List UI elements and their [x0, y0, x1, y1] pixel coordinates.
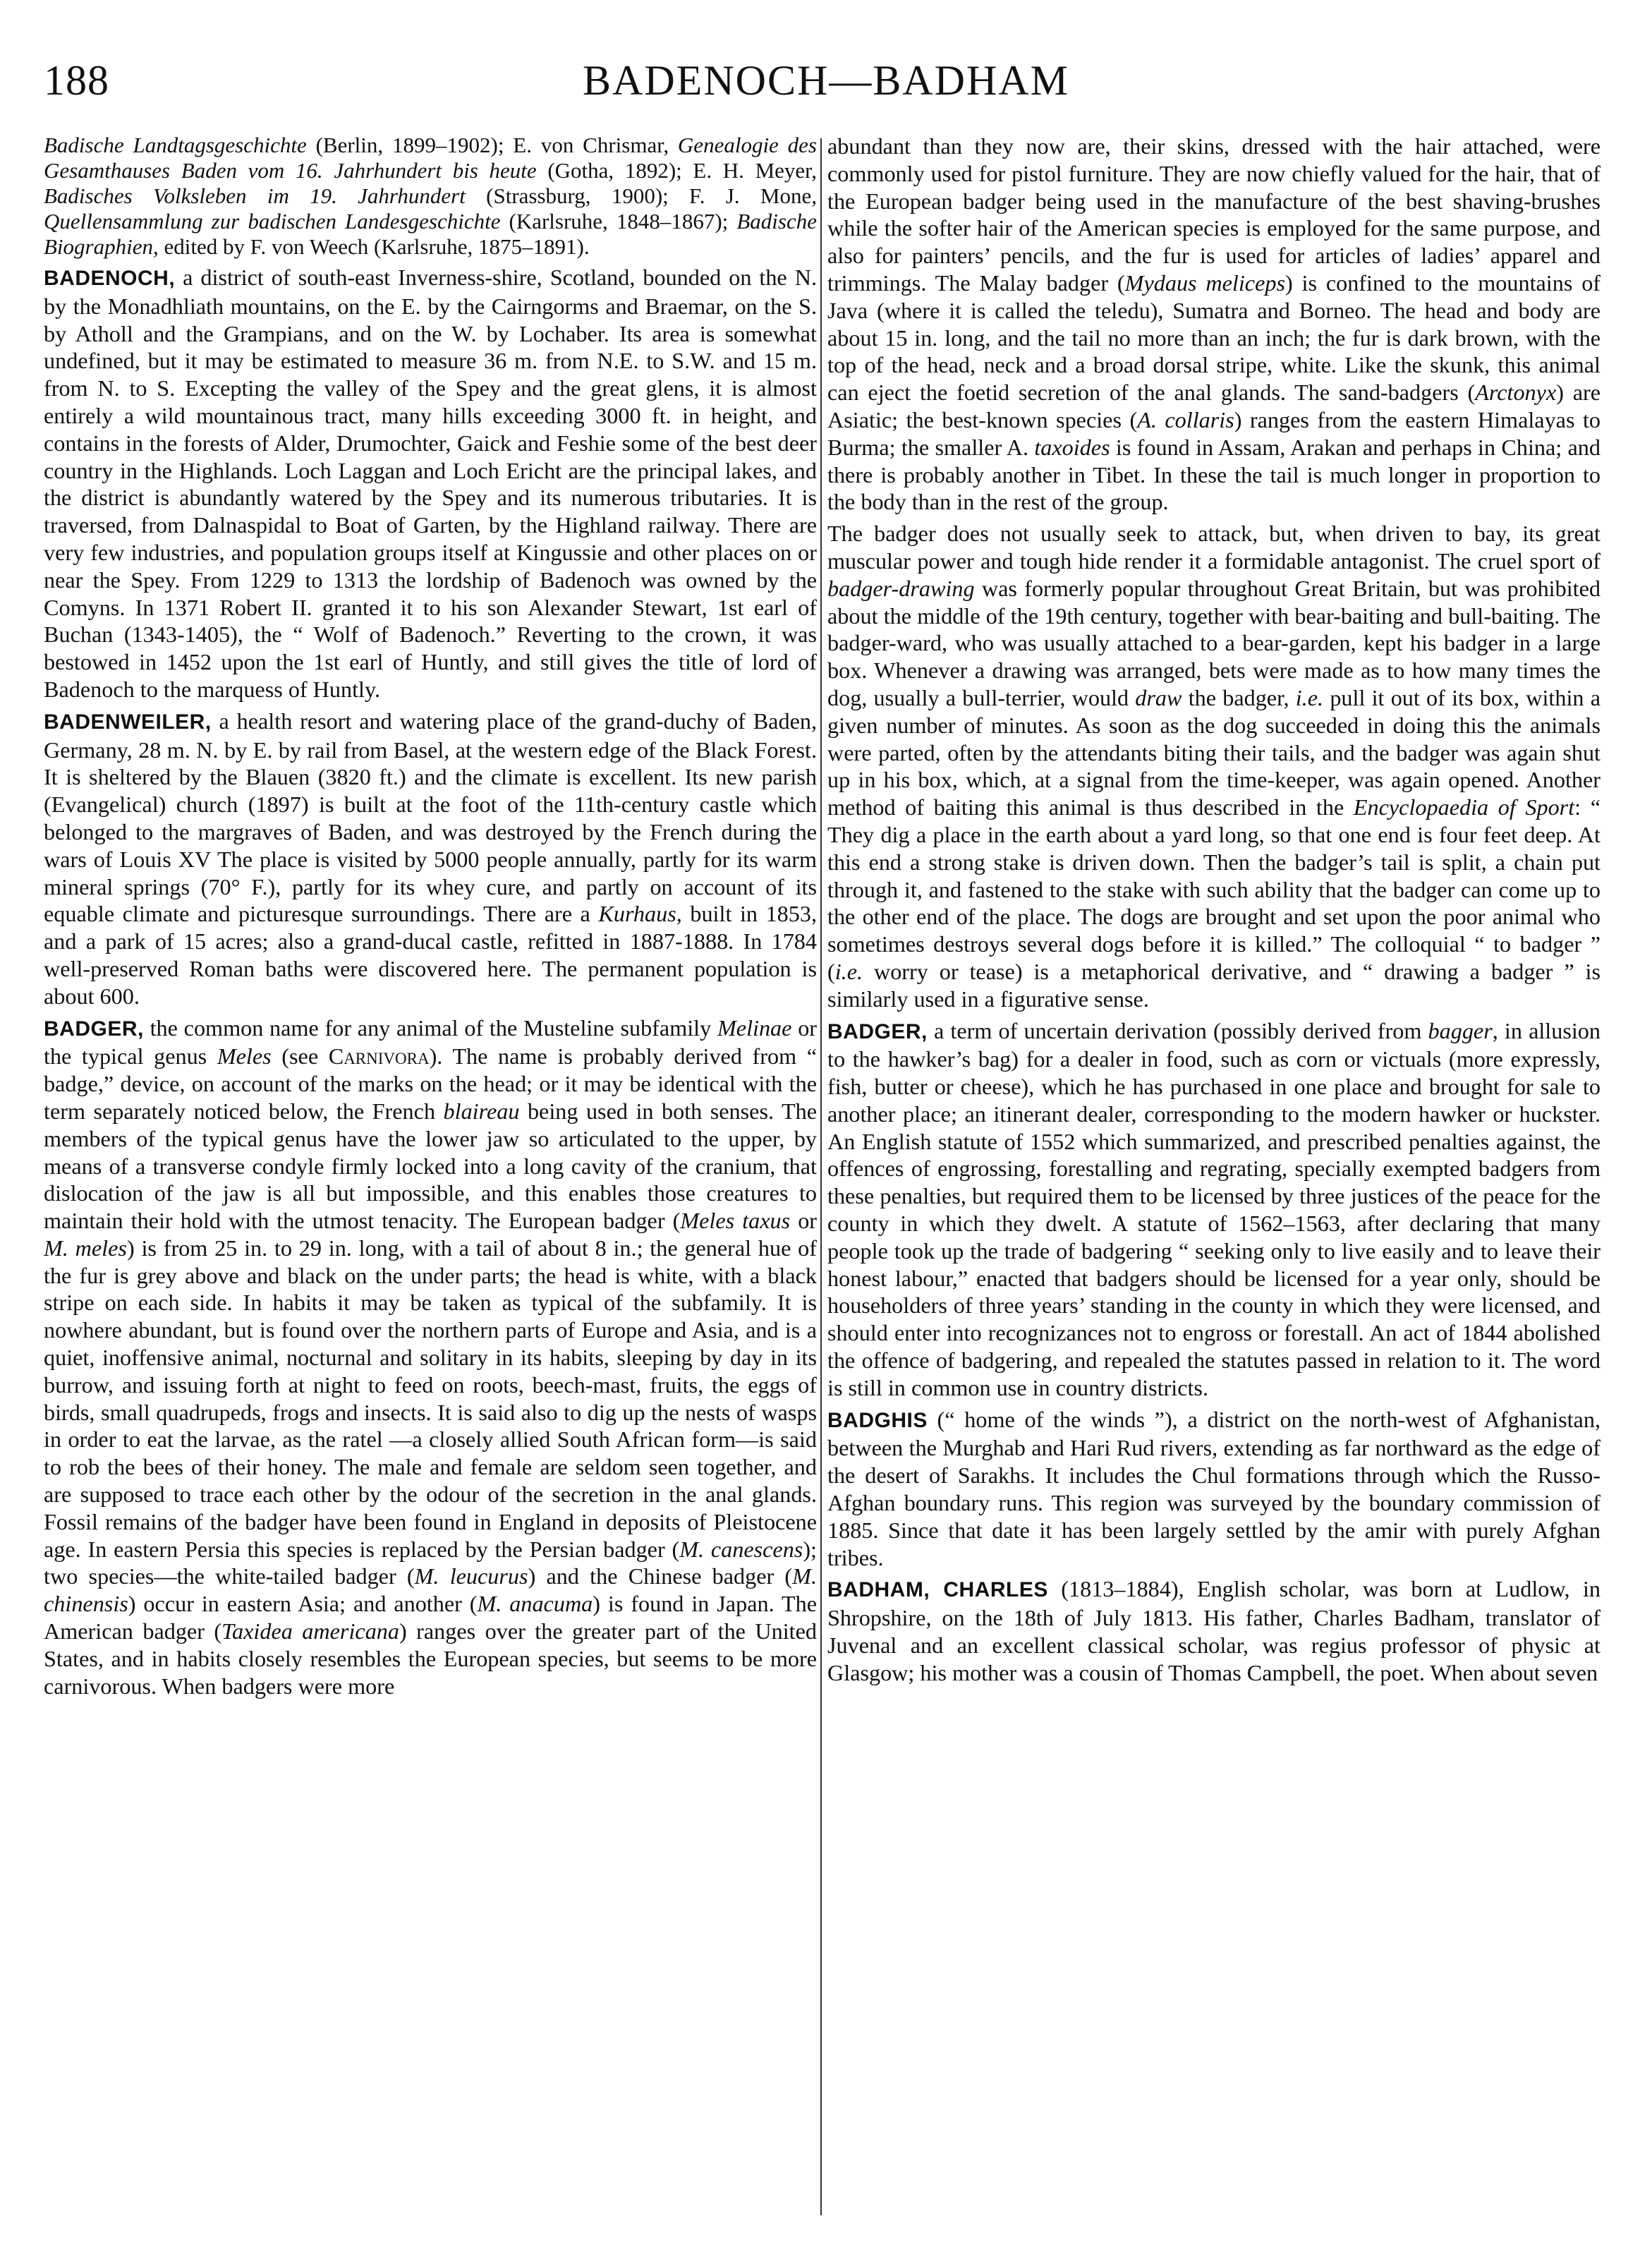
entry-badenweiler-text-1: a health resort and watering place of the grand-duchy of Baden, Germany, 28 m. N. by E. by rail from Basel, at the western edge of the Black Forest. It is sheltered by the Blauen (3820 ft.) and the climate is excellent. Its new parish (Evangelical) church (1897) is built at the foot of the 11th-century castle which belonged to the margraves of Baden, and was destroyed by the French during the wars of Louis XV The place is visited by 5000 people annually, partly for its warm mineral springs (70° F.), partly for its whey cure, and partly on account of its equable climate and picturesque surroundings. There are a [44, 708, 817, 927]
badger-cont-italic-4: taxoides [1034, 434, 1110, 460]
left-column [44, 133, 817, 2226]
badger-dealer-italic-1: bagger [1428, 1017, 1493, 1043]
bib-title-3: Badisches Volksleben im 19. Jahrhundert [44, 183, 466, 208]
baiting-text-4: pull it out of its box, within a given number of minutes. As soon as the dog succeeded in doing this the animals were parted, often by the attendants biting their tails, and the badger was again shut up in his box, which, at a signal from the time-keeper, was again opened. Another method of baiting this animal is thus described in the [827, 684, 1601, 820]
baiting-italic-1: badger-drawing [827, 575, 975, 601]
badger-italic-2: Meles [217, 1043, 272, 1070]
running-head-title: BADENOCH—BADHAM [582, 57, 1070, 104]
baiting-text-2: was formerly popular throughout Great Britain, but was prohibited about the middle of the 19th century, together with bear-baiting and bull-baiting. The badger-ward, who was usually attached to a bear-garden, kept his badger in a large box. Whenever a drawing was arranged, bets were made as to how many times the dog, usually a bull-terrier, would [827, 575, 1601, 710]
badger-text-2: or the typical genus [44, 1014, 817, 1070]
entry-badenoch [44, 264, 817, 703]
badger-italic-6: M. canescens [679, 1536, 803, 1562]
badger-dealer-text-2: , in allusion to the hawker’s bag) for a dealer in food, such as corn or victuals (more expressly, fish, butter or cheese), which he has purchased in one place and brought for sale to another place; an itinerant dealer, corresponding to the modern hawker or huckster. An English statute of 1552 which summarized, and prescribed penalties against, the offences of engrossing, forestalling and regrating, specially exempted badgers from these penalties, but required them to be licensed by three justices of the peace for the county in which they dwelt. A statute of 1562–1563, after declaring that many people took up the trade of badgering “ seeking only to live easily and to leave their honest labour,” enacted that badgers should be licensed for a year only, should be householders of three years’ standing in the county in which they were licensed, and should enter into recognizances not to engross or forestall. An act of 1844 abolished the offence of badgering, and repealed the statutes passed in relation to it. The word is still in common use in country districts. [827, 1017, 1601, 1400]
entry-badenweiler [44, 708, 817, 1010]
baiting-italic-4: Encyclopaedia of Sport [1353, 794, 1575, 820]
badger-text-4: ). The name is probably derived from “ badge,” device, on account of the marks on the head; or it may be identical with the term separately noticed below, the French [44, 1043, 817, 1124]
badger-text-5: being used in both senses. The members of the typical genus have the lower jaw so articulated to the upper, by means of a transverse condyle firmly locked into a long cavity of the cranium, that dislocation of the jaw is all but impossible, and this enables those creatures to maintain their hold with the utmost tenacity. The European badger ( [44, 1098, 817, 1234]
bibliography-continuation [44, 133, 817, 260]
badger-text-1: the common name for any animal of the Musteline subfamily [143, 1014, 717, 1041]
badger-italic-5: M. meles [44, 1235, 127, 1261]
badger-italic-9: M. anacuma [477, 1591, 593, 1617]
badger-continuation [827, 133, 1601, 516]
badger-cont-text-5: is found in Assam, Arakan and perhaps in China; and there is probably another in Tibet. In these the tail is much longer in proportion to the body than in the rest of the group. [827, 434, 1601, 515]
entry-badghis [827, 1406, 1601, 1572]
badger-cont-italic-3: A. collaris [1137, 406, 1234, 432]
entry-badham [827, 1575, 1601, 1686]
badger-cont-text-2: ) is confined to the mountains of Java (where it is called the teledu), Sumatra and Borneo. The head and body are about 15 in. long, and the tail no more than an inch; the fur is dark brown, with the top of the head, neck and a broad dorsal stripe, white. Like the skunk, this animal can eject the foetid secretion of the anal glands. The sand-badgers ( [827, 269, 1601, 406]
badger-baiting-paragraph [827, 520, 1601, 1012]
entry-badenoch-text: a district of south-east Inverness-shire, Scotland, bounded on the N. by the Monadhliath mountains, on the E. by the Cairngorms and Braemar, on the S. by Atholl and the Grampians, and on the W. by Lochaber. Its area is somewhat undefined, but it may be estimated to measure 36 m. from N.E. to S.W. and 15 m. from N. to S. Excepting the valley of the Spey and the great glens, it is almost entirely a wild mountainous tract, many hills exceeding 3000 ft. in height, and contains in the forests of Alder, Drumochter, Gaick and Feshie some of the best deer country in the Highlands. Loch Laggan and Loch Ericht are the principal lakes, and the district is abundantly watered by the Spey and its numerous tributaries. It is traversed, from Dalnaspidal to Boat of Garten, by the Highland railway. There are very few industries, and population groups itself at Kingussie and other places on or near the Spey. From 1229 to 1313 the lordship of Badenoch was owned by the Comyns. In 1371 Robert II. granted it to his son Alexander Stewart, 1st earl of Buchan (1343-1405), the “ Wolf of Badenoch.” Reverting to the crown, it was bestowed in 1452 upon the 1st earl of Huntly, and still gives the title of lord of Badenoch to the marquess of Huntly. [44, 265, 817, 702]
badger-italic-3: blaireau [443, 1098, 520, 1124]
headword-badenoch: BADENOCH, [44, 267, 176, 290]
entry-badenweiler-text-2: built in 1853, and a park of 15 acres; also a grand-ducal castle, refitted in 1887-1888. In 1784 well-preserved Roman baths were discovered here. The permanent population is about 600. [44, 901, 817, 1009]
headword-badghis: BADGHIS [827, 1408, 928, 1432]
badger-text-12: ) ranges over the greater part of the United States, and in habits closely resembles the European species, but seems to be more carnivorous. When badgers were more [44, 1618, 817, 1699]
bib-title-2: Genealogie des Gesamthauses Baden vom 16. Jahrhundert bis heute [44, 133, 817, 183]
entry-badghis-text: (“ home of the winds ”), a district on the north-west of Afghanistan, between the Murghab and Hari Rud rivers, extending as far northward as the edge of the desert of Sarakhs. It includes the Chul formations through which the Russo-Afghan boundary runs. This region was surveyed by the boundary commission of 1885. Since that date it has been largely settled by the amir with purely Afghan tribes. [827, 1406, 1601, 1570]
badger-text-6: or [790, 1208, 817, 1234]
baiting-italic-2: draw [1135, 684, 1182, 710]
bib-title-1: Badische Landtagsgeschichte [44, 133, 307, 157]
headword-badham: BADHAM, CHARLES [827, 1578, 1048, 1602]
headword-badger-dealer: BADGER, [827, 1019, 928, 1043]
entry-badger-dealer [827, 1017, 1601, 1402]
badger-italic-4: Meles taxus [680, 1208, 791, 1234]
bib-text-4: (Karlsruhe, 1848–1867); [500, 209, 737, 234]
badger-crossref-carnivora: Carnivora [328, 1043, 430, 1070]
bib-text-5: edited by F. von Weech (Karlsruhe, 1875–1891). [158, 234, 590, 259]
badger-text-7: ) is from 25 in. to 29 in. long, with a tail of about 8 in.; the general hue of the fur is grey above and black on the under parts; the head is white, with a black stripe on each side. In habits it may be taken as typical of the subfamily. It is nowhere abundant, but is found over the northern parts of Europe and Asia, and is a quiet, inoffensive animal, nocturnal and solitary in its habits, sleeping by day in its burrow, and issuing forth at night to feed on roots, beech-mast, fruits, the eggs of birds, small quadrupeds, frogs and insects. It is said also to dig up the nests of wasps in order to eat the larvae, as the ratel —a closely allied South African form—is said to rob the bees of their honey. The male and female are seldom seen together, and are supposed to trace each other by the odour of the secretion in the anal glands. Fossil remains of the badger have been found in England in deposits of Pleistocene age. In eastern Persia this species is replaced by the Persian badger ( [44, 1235, 817, 1562]
badger-cont-text-1: abundant than they now are, their skins, dressed with the hair attached, were commonly used for pistol furniture. They are now chiefly valued for the hair, that of the European badger being used in the manufacture of the best shaving-brushes while the softer hair of the American species is employed for the same purpose, and also for painters’ pencils, and the fur is used for articles of ladies’ apparel and trimmings. The Malay badger ( [827, 133, 1601, 296]
entry-badger [44, 1014, 817, 1700]
bib-text-2: (Gotha, 1892); E. H. Meyer, [536, 158, 817, 183]
badger-text-8: ); two species—the white-tailed badger ( [44, 1536, 817, 1589]
badger-cont-italic-2: Arctonyx [1475, 380, 1557, 406]
badger-italic-8: M. chinensis [44, 1563, 817, 1617]
entry-badenweiler-italic-1: Kurhaus, [598, 901, 682, 927]
headword-badger: BADGER, [44, 1017, 144, 1041]
badger-cont-italic-1: Mydaus meliceps [1124, 269, 1285, 296]
badger-text-10: ) occur in eastern Asia; and another ( [128, 1591, 478, 1617]
bib-text-1: (Berlin, 1899–1902); E. von Chrismar, [306, 133, 678, 157]
baiting-italic-5: i.e. [834, 958, 863, 984]
badger-cont-text-3: ) are Asiatic; the best-known species ( [827, 380, 1601, 432]
baiting-italic-3: i.e. [1295, 684, 1324, 710]
badger-italic-1: Melinae [717, 1014, 792, 1041]
badger-italic-10: Taxidea americana [221, 1618, 399, 1644]
baiting-text-6: worry or tease) is a metaphorical derivative, and “ drawing a badger ” is similarly used in a figurative sense. [827, 958, 1601, 1012]
badger-text-9: ) and the Chinese badger ( [528, 1563, 793, 1589]
bib-title-4: Quellensammlung zur badischen Landesgeschichte [44, 209, 501, 234]
entry-badham-text: (1813–1884), English scholar, was born at Ludlow, in Shropshire, on the 18th of July 1813. His father, Charles Badham, translator of Juvenal and an excellent classical scholar, was regius professor of physic at Glasgow; his mother was a cousin of Thomas Campbell, the poet. When about seven [827, 1576, 1601, 1685]
baiting-text-3: the badger, [1182, 684, 1296, 710]
baiting-text-1: The badger does not usually seek to attack, but, when driven to bay, its great muscular power and tough hide render it a formidable antagonist. The cruel sport of [827, 521, 1601, 574]
right-column [827, 133, 1601, 2226]
bib-text-3: (Strassburg, 1900); F. J. Mone, [465, 183, 817, 208]
bib-title-5: Badische Biographien, [44, 209, 817, 259]
page-number: 188 [44, 57, 109, 104]
column-divider [820, 138, 822, 2215]
badger-cont-text-4: ) ranges from the eastern Himalayas to Burma; the smaller A. [827, 406, 1601, 460]
headword-badenweiler: BADENWEILER, [44, 710, 212, 734]
badger-italic-7: M. leucurus [414, 1563, 528, 1589]
badger-text-3: (see [271, 1043, 329, 1070]
baiting-text-5: : “ They dig a place in the earth about a yard long, so that one end is four feet deep. At this end a strong stake is driven down. Then the badger’s tail is split, a chain put through it, and fastened to the stake with such ability that the badger can come up to the other end of the place. The dogs are brought and set upon the poor animal who sometimes destroys several dogs before it is killed.” The colloquial “ to badger ” ( [827, 794, 1601, 984]
badger-dealer-text-1: a term of uncertain derivation (possibly derived from [927, 1017, 1428, 1043]
badger-text-11: ) is found in Japan. The American badger ( [44, 1591, 817, 1644]
